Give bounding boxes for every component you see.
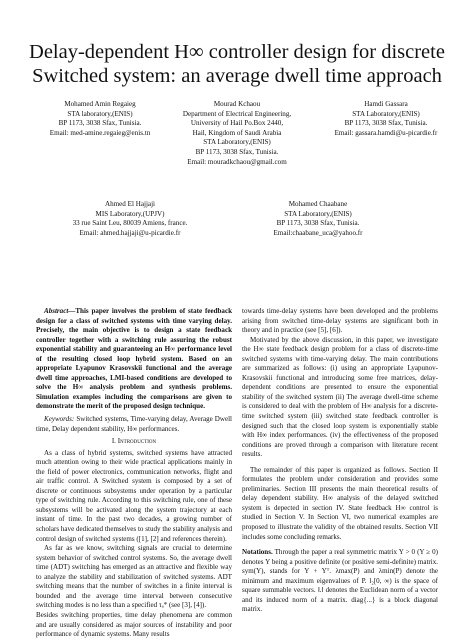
author-affiliation: BP 1173, 3038 Sfax, Tunisia. <box>195 147 279 156</box>
paragraph: As a class of hybrid systems, switched systems have attracted much attention owing to their wide practical applications mainly in the field of power electronics, communication networks, flight and air traffic control. A Switched system is composed by a set of discrete or continuous subsystems under operation by a particular type of switching rule. According to this switching rule, one of these subsystems will be activated along the system trajectory at each instant of time. In the past two decades, a growing number of scholars have dedicated themselves to study the stability analysis and control design of switched systems ([1], [2] and references therein). <box>36 448 232 543</box>
paper-title <box>20 40 454 88</box>
section-heading-introduction: I. Introduction <box>111 437 157 446</box>
author-affiliation: Department of Electrical Engineering, <box>182 109 292 118</box>
title-line-2: Switched system: an average dwell time approach <box>32 65 442 87</box>
right-column <box>242 307 438 615</box>
author-email: Email: gassara.hamdi@u-picardie.fr <box>334 128 438 137</box>
author-block-4 <box>60 200 200 238</box>
paragraph: Motivated by the above discussion, in this paper, we investigate the H∞ state feedback design problem for a class of discrete-time switched systems with time-varying delay. The main contributions are summarized as follows: (i) using an appropriate Lyapunov-Krasovskii functional and introducing some free matrices, delay-dependent conditions are presented to ensure the exponential stability of the switched system (ii) The average dwell-time scheme is considered to deal with the problem of H∞ analysis for a discrete-time switched system (iii) switched state feedback controller is designed such that the closed loop system is exponentially stable with H∞ index performances. (iv) the effectiveness of the proposed conditions are proved through a comparison with literature recent results. <box>242 335 438 459</box>
author-affiliation: STA Laboratory,(ENIS) <box>352 109 420 118</box>
author-name: Mohamed Chaabane <box>288 200 348 208</box>
author-affiliation: STA Laboratory,(ENIS) <box>284 209 352 218</box>
author-affiliation: BP 1173, 3038 Sfax, Tunisia. <box>276 219 360 228</box>
title-line-1: Delay-dependent H∞ controller design for discrete <box>29 41 445 63</box>
author-block-5 <box>248 200 388 238</box>
author-name: Mohamed Amin Regaieg <box>64 100 136 108</box>
author-affiliation: BP 1173, 3038 Sfax, Tunisia. <box>58 119 142 128</box>
author-affiliation: 33 rue Saint Leu, 80039 Amiens, france. <box>72 219 188 228</box>
author-block-2 <box>177 100 297 167</box>
author-block-3 <box>320 100 452 138</box>
abstract-label: Abstract <box>44 307 69 315</box>
notation-text: Through the paper a real symmetric matrix Y > 0 (Y ≥ 0) denotes Y being a positive definite (or positive semi-definite) matrix. sym(Y), stands for Y + Yᵀ. λmax(P) and λmin(P) denote the minimum and maximum eigenvalues of P. l₂[0, ∞) is the space of square summable vectors. ‖.‖ denotes the Euclidean norm of a vector and its induced norm of a matrix. diag{...} is a block diagonal matrix. <box>242 548 438 614</box>
author-name: Ahmed El Hajjaji <box>104 200 156 208</box>
author-affiliation: University of Hail Po.Box 2440, <box>190 119 284 128</box>
author-block-1 <box>40 100 160 138</box>
paragraph: The remainder of this paper is organized as follows. Section II formulates the problem under consideration and provides some preliminaries. Section III presents the main theoretical results of delay dependent stability. H∞ analysis of the delayed switched system is depected in section IV. State feedback H∞ control is studied in Section V. In Section VI, two numerical examples are proposed to illustrate the validity of the obtained results. Section VII includes some concluding remarks. <box>242 465 438 541</box>
left-column <box>36 307 232 640</box>
author-email: Email: ahmed.hajjaji@u-picardie.fr <box>79 228 181 237</box>
author-email: Email:chaabane_uca@yahoo.fr <box>273 228 363 237</box>
author-affiliation: MIS Laboratory,(UPJV) <box>95 209 165 218</box>
keywords <box>36 415 232 434</box>
notation-paragraph <box>242 548 438 615</box>
author-name: Mourad Kchaou <box>213 100 261 108</box>
paragraph: Besides switching properties, time delay phenomena are common and are usually considered as major sources of instability and poor performance of dynamic systems. Many results <box>36 610 232 639</box>
author-email: Email: mouradkchaou@gmail.com <box>187 157 287 166</box>
notation-label: Notations. <box>242 548 273 557</box>
abstract <box>36 307 232 412</box>
abstract-text: —This paper involves the problem of state feedback design for a class of switched systems with time varying delay. Precisely, the main objective is to design a state feedback controller together with a switching rule assuring the robust exponential stability and guaranteeing an H∞ performance level of the resulting closed loop hybrid system. Based on an appropriate Lyapunov Krasovskii functional and the average dwell time approaches, LMI-based conditions are developed to solve the H∞ analysis problem and synthesis problems. Simulation examples including the comparisons are given to demonstrate the merit of the proposed design technique. <box>36 307 232 411</box>
author-affiliation: STA laboratory,(ENIS) <box>67 109 133 118</box>
paragraph: towards time-delay systems have been developed and the problems arising from switched time-delay systems are significant both in theory and in practice (see [5], [6]). <box>242 307 438 335</box>
keywords-text: Switched systems, Time-varying delay, Average Dwell time, Delay dependent stability, H∞ performances. <box>36 415 232 433</box>
keywords-label: Keywords: <box>44 415 75 424</box>
author-name: Hamdi Gassara <box>364 100 408 108</box>
author-affiliation: BP 1173, 3038 Sfax, Tunisia. <box>344 119 428 128</box>
author-email: Email: med-amine.regaieg@enis.tn <box>49 128 151 137</box>
paragraph: As far as we know, switching signals are crucial to determine system behavior of switched control systems. So, the average dwell time (ADT) switching has emerged as an attractive and flexible way to analyze the stability and stabilization of switched systems. ADT switching means that the number of switches in a finite interval is bounded and the average time interval between consecutive switching modes is no less than a specified τₐ* (see [3], [4]). <box>36 544 232 610</box>
author-affiliation: Hail, Kingdom of Saudi Arabia <box>192 128 282 137</box>
author-affiliation: STA Laboratory,(ENIS) <box>203 138 271 147</box>
